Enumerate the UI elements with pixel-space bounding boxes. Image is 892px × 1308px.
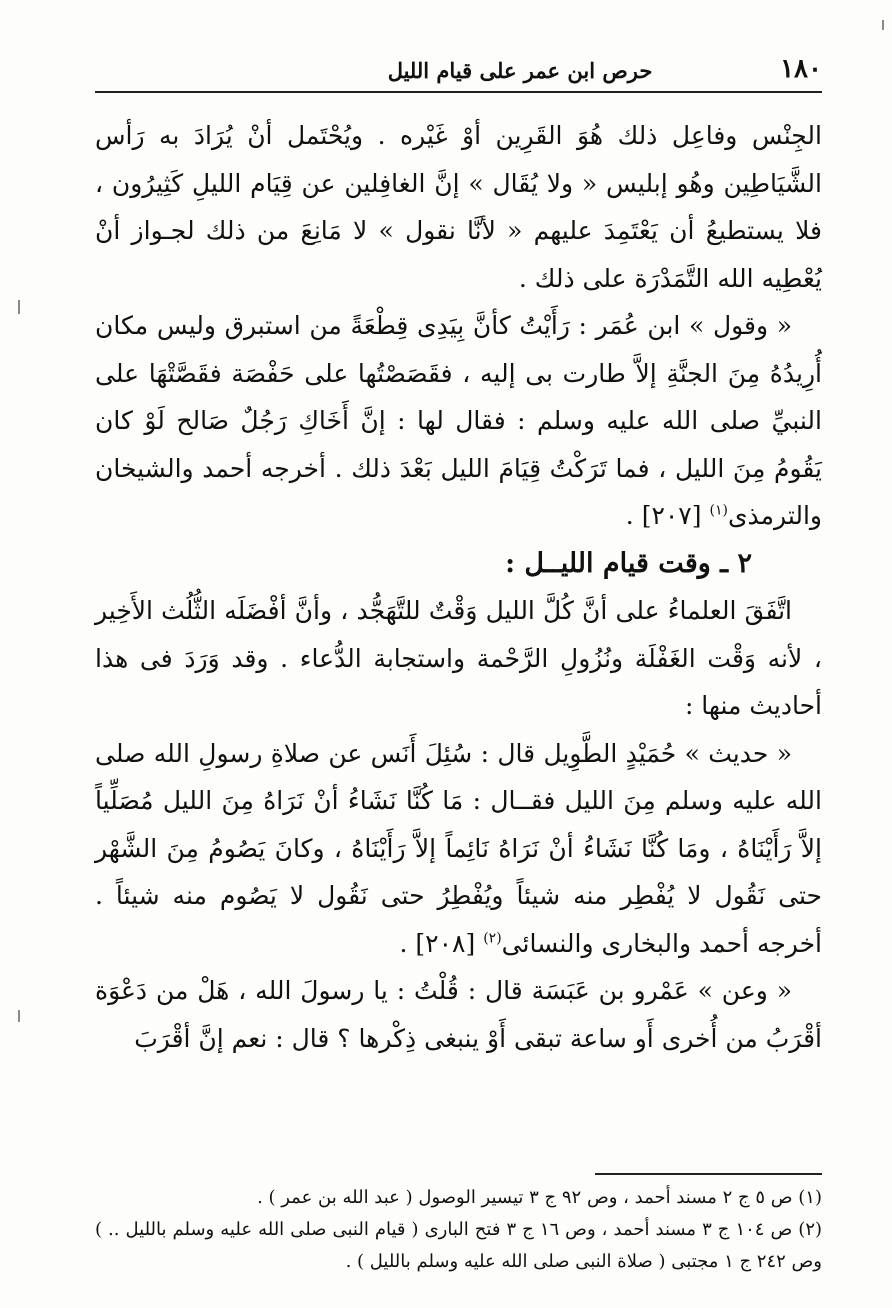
paragraph-text: « وقول » ابن عُمَر : رَأَيْتُ كأنَّ بِيَدِى قِطْعَةً من استبرق وليس مكان أُرِيدُهُ مِنَ الجنَّةِ إلاَّ طارت بى إليه ، فقَصَصْتُها على حَفْصَة فقَصَّتْهَا على النبيِّ صلى الله عليه وسلم : فقال لها : إنَّ أَخَاكِ رَجُلٌ صَالح لَوْ كان يَقُومُ مِنَ الليل ، فما تَرَكْتُ قِيَامَ الليل بَعْدَ ذلك . أخرجه أحمد والشيخان والترمذى — [95, 311, 822, 530]
footnote-ref-1: (١) — [709, 502, 728, 519]
scan-margin-mark — [882, 20, 884, 30]
footnote-2: (٢) ص ١٠٤ ج ٣ مسند أحمد ، وص ١٦ ج ٣ فتح البارى ( قيام النبى صلى الله عليه وسلم بالليل .. ) وص ٢٤٢ ج ١ مجتبى ( صلاة النبى صلى الله عليه وسلم بالليل ) . — [95, 1219, 823, 1272]
body-text — [95, 112, 822, 1062]
paragraph-continuation: الجِنْس وفاعِل ذلك هُوَ القَرِين أوْ غَيْره . ويُحْتَمل أنْ يُرَادَ به رَأس الشَّيَاطِين وهُو إبليس « ولا يُقَال » إنَّ الغافِلين عن قِيَام الليلِ كَثِيرُون ، فلا يستطيعُ أن يَعْتَمِدَ عليهم « لأنَّا نقول » لا مَانِعَ من ذلك لجـواز أنْ يُعْطِيه الله التَّمَدْرَة على ذلك . — [95, 121, 822, 293]
section-heading: ٢ ـ وقت قيام الليــل : — [505, 547, 752, 579]
paragraph-night-time: اتَّفَقَ العلماءُ على أنَّ كُلَّ الليل وَقْتٌ للتَّهَجُّد ، وأنَّ أفْضَلَه الثُّلُث الأَخِير ، لأنه وَقْت الغَفْلَة ونُزُولِ الرَّحْمة واستجابة الدُّعاء . وقد وَرَدَ فى هذا أحاديث منها : — [95, 596, 822, 720]
footnote-1: (١) ص ٥ ج ٢ مسند أحمد ، وص ٩٢ ج ٣ تيسير الوصول ( عبد الله بن عمر ) . — [257, 1187, 822, 1208]
scan-margin-mark — [18, 300, 20, 314]
hadith-number: [٢٠٨] . — [399, 928, 476, 958]
paragraph-ibn-umar-dream — [95, 302, 822, 540]
paragraph-text: « حديث » حُمَيْدٍ الطَّوِيل قال : سُئِلَ أَنَس عن صلاةِ رسولِ الله صلى الله عليه وسلم مِنَ الليل فقــال : مَا كُنَّا نَشَاءُ أنْ نَرَاهُ مِنَ الليل مُصَلِّياً إلاَّ رَأَيْنَاهُ ، ومَا كُنَّا نَشَاءُ أنْ نَرَاهُ نَائِماً إلاَّ رَأَيْنَاهُ ، وكانَ يَصُومُ مِنَ الشَّهْر حتى نَقُول لا يُفْطِر منه شيئاً ويُفْطِرُ حتى نَقُول لا يَصُوم منه شيئاً . أخرجه أحمد والبخارى والنسائى — [95, 738, 823, 958]
paragraph-humayd-hadith — [95, 730, 822, 968]
footnote-rule — [595, 1173, 822, 1175]
paragraph-amr-hadith: « وعن » عَمْرو بن عَبَسَة قال : قُلْتُ : يا رسولَ الله ، هَلْ من دَعْوَة أقْرَبُ من أُخرى أَو ساعة تبقى أَوْ ينبغى ذِكْرها ؟ قال : نعم إنَّ أقْرَبَ — [95, 976, 822, 1053]
footnotes — [95, 1182, 822, 1278]
page-header — [95, 50, 822, 90]
running-title: حرص ابن عمر على قيام الليل — [387, 58, 653, 83]
header-rule — [95, 91, 822, 93]
footnote-ref-2: (٢) — [483, 930, 502, 947]
hadith-number: [٢٠٧] . — [625, 501, 702, 530]
scan-margin-mark — [18, 1010, 20, 1022]
page-number: ١٨٠ — [780, 54, 822, 84]
